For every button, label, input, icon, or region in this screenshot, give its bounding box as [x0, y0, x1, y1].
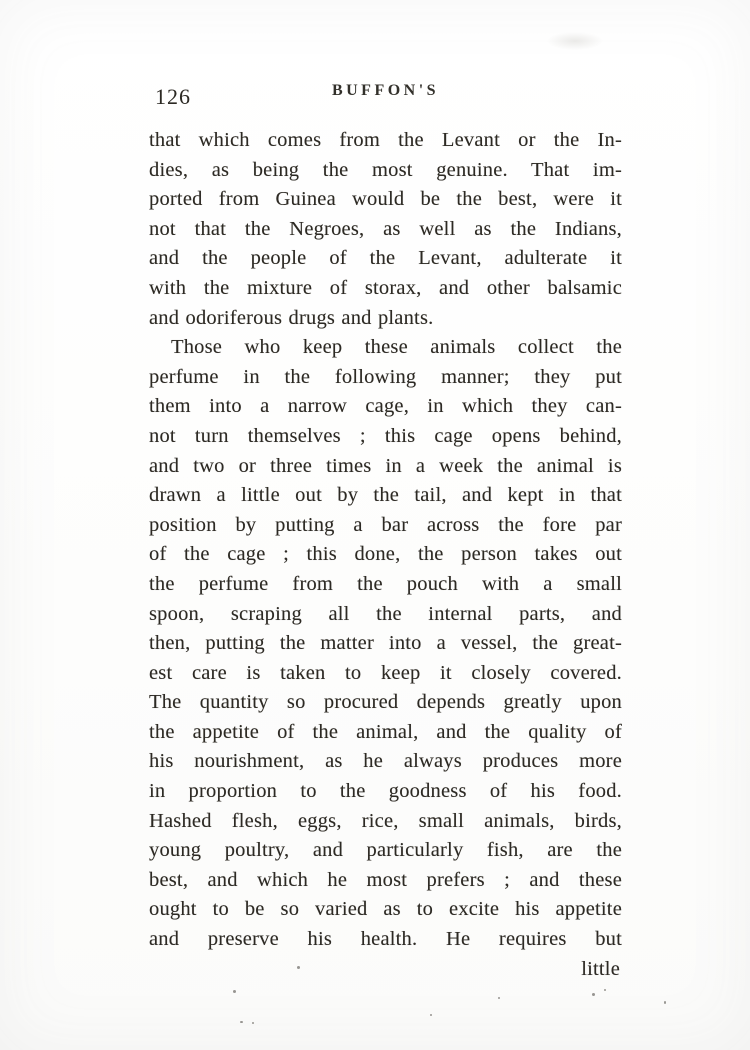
text-line: little: [581, 957, 620, 980]
text-line: his nourishment, as he always produces more: [149, 750, 622, 773]
text-line: and preserve his health. He requires but: [149, 928, 622, 951]
text-line: spoon, scraping all the internal parts, and: [149, 602, 622, 625]
speck: [604, 989, 606, 991]
text-line: them into a narrow cage, in which they can-: [149, 395, 622, 418]
text-line: ought to be so varied as to excite his appetite: [149, 898, 622, 921]
text-line: the perfume from the pouch with a small: [149, 572, 622, 595]
text-line: then, putting the matter into a vessel, the great-: [149, 632, 622, 655]
running-head: BUFFON'S: [331, 82, 440, 99]
text-line: est care is taken to keep it closely covered.: [149, 661, 622, 684]
text-line: and two or three times in a week the animal is: [149, 454, 622, 477]
speck: [252, 1022, 254, 1024]
text-line: not that the Negroes, as well as the Indians,: [149, 217, 622, 240]
text-line: ported from Guinea would be the best, were it: [149, 188, 622, 211]
speck: [297, 966, 300, 969]
scan-smudge: [535, 28, 615, 54]
text-line: Those who keep these animals collect the: [171, 336, 622, 359]
text-line: that which comes from the Levant or the In-: [149, 129, 622, 151]
text-line: The quantity so procured depends greatly upon: [149, 691, 622, 714]
text-line: Hashed flesh, eggs, rice, small animals, birds,: [149, 809, 622, 832]
page-number: 126: [155, 84, 191, 109]
text-line: with the mixture of storax, and other balsamic: [149, 276, 622, 299]
page-header: [149, 82, 622, 110]
text-line: drawn a little out by the tail, and kept in that: [149, 484, 622, 507]
body-text: [149, 126, 622, 984]
text-line: and odoriferous drugs and plants.: [149, 306, 434, 329]
speck: [233, 990, 236, 993]
text-line: position by putting a bar across the fore par: [149, 513, 622, 536]
text-line: not turn themselves ; this cage opens behind,: [149, 424, 622, 447]
speck: [664, 1001, 666, 1004]
text-line: and the people of the Levant, adulterate it: [149, 247, 622, 270]
text-line: best, and which he most prefers ; and these: [149, 868, 622, 891]
text-line: dies, as being the most genuine. That im-: [149, 158, 622, 181]
speck: [430, 1014, 432, 1016]
speck: [498, 997, 500, 999]
text-line: in proportion to the goodness of his food.: [149, 780, 622, 803]
speck: [592, 993, 595, 996]
text-line: of the cage ; this done, the person takes out: [149, 543, 622, 566]
text-line: young poultry, and particularly fish, are the: [149, 839, 622, 862]
text-line: the appetite of the animal, and the quality of: [149, 720, 622, 743]
speck: [240, 1021, 243, 1023]
text-line: perfume in the following manner; they put: [149, 365, 622, 388]
